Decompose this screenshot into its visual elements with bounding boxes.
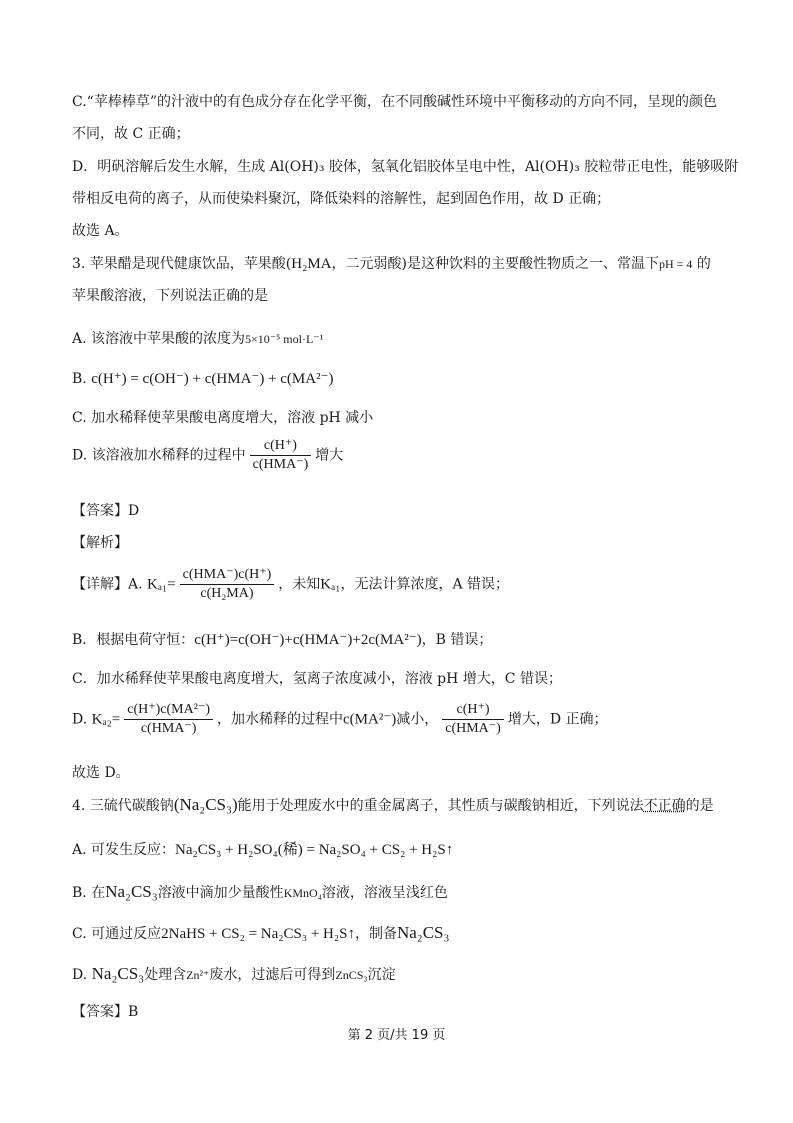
fraction-h-over-hma-2: $\frac{c(H^+)}{\text{c(HMA⁻)}}$ — [442, 701, 504, 738]
analysis-3: 【解析】 — [72, 535, 128, 551]
fraction-h-over-hma: $\frac{c(H^+)}{\text{c(HMA⁻)}}$ — [250, 437, 312, 474]
option-d: D. 该溶液加水稀释的过程中 $\frac{c(H^+)}{\text{c(HMA⁻)}}$ 增大 — [72, 438, 344, 472]
formula-na2cs3: (Na₂CS₃) — [173, 795, 238, 814]
formula-charge: c(H⁺) = c(OH⁻) + c(HMA⁻) + c(MA²⁻) — [91, 371, 334, 387]
option-c: C. 加水稀释使苹果酸电离度增大，溶液 pH 减小 — [72, 410, 374, 426]
question-3-line2: 苹果酸溶液，下列说法正确的是 — [72, 288, 268, 304]
selection-line-2: 故选 D。 — [72, 765, 130, 781]
para-d-line1: D．明矾溶解后发生水解，生成 Al(OH)₃ 胶体，氢氧化铝胶体呈电中性，Al(OH)₃ 胶粒带正电性，能够吸附 — [72, 159, 739, 175]
q4-option-d: D. Na₂CS₃处理含Zn²⁺废水，过滤后可得到ZnCS₃沉淀 — [72, 964, 396, 983]
answer-3: 【答案】D — [72, 503, 140, 519]
formula-reaction-a: Na₂CS₃ + H₂SO₄(稀) = Na₂SO₄ + CS₂ + H₂S↑ — [175, 842, 454, 858]
detail-a: 【详解】A. Kₐ₁= $\frac{\text{c(HMA⁻)c(H⁺)}}{\text{c(H₂MA)}}$ ，未知Kₐ₁，无法计算浓度，A 错误； — [72, 567, 510, 601]
q4-option-c: C. 可通过反应2NaHS + CS₂ = Na₂CS₃ + H₂S↑，制备Na₂CS₃ — [72, 923, 450, 942]
answer-4: 【答案】B — [72, 1004, 139, 1020]
formula-charge-balance: c(H⁺)=c(OH⁻)+c(HMA⁻)+2c(MA²⁻) — [194, 632, 422, 648]
page-footer: 第 2 页/共 19 页 — [347, 1028, 446, 1043]
fraction-ka1: $\frac{\text{c(HMA⁻)c(H⁺)}}{\text{c(H₂MA)}}$ — [180, 566, 275, 603]
option-b: B. c(H⁺) = c(OH⁻) + c(HMA⁻) + c(MA²⁻) — [72, 371, 334, 387]
fraction-ka2: $\frac{\text{c(H⁺)c(MA²⁻)}}{\text{c(HMA⁻)}}$ — [124, 701, 213, 738]
q4-option-b: B. 在Na₂CS₃溶液中滴加少量酸性KMnO₄溶液，溶液呈浅红色 — [72, 882, 448, 901]
q4-option-a: A. 可发生反应：Na₂CS₃ + H₂SO₄(稀) = Na₂SO₄ + CS₂ + H₂S↑ — [72, 842, 454, 858]
para-d-line2: 带相反电荷的离子，从而使染料聚沉，降低染料的溶解性，起到固色作用，故 D 正确； — [72, 191, 611, 207]
detail-b: B．根据电荷守恒：c(H⁺)=c(OH⁻)+c(HMA⁻)+2c(MA²⁻)，B 错误； — [72, 632, 493, 648]
para-c-line2: 不同，故 C 正确； — [72, 126, 190, 142]
formula-ph: pH = 4 — [658, 257, 693, 271]
question-4-line1: 4. 三硫代碳酸钠(Na₂CS₃)能用于处理废水中的重金属离子，其性质与碳酸钠相近，下列说法不正确的是 — [72, 795, 714, 814]
question-3-line1: 3. 苹果醋是现代健康饮品，苹果酸(H₂MA，二元弱酸)是这种饮料的主要酸性物质之一、常温下pH = 4 的 — [72, 256, 711, 272]
detail-d: D. Kₐ₂= $\frac{\text{c(H⁺)c(MA²⁻)}}{\text{c(HMA⁻)}}$ ，加水稀释的过程中c(MA²⁻)减小， $\frac{c(H^+)}{\text{c(HMA⁻)}}$ 增大，D 正确； — [72, 702, 608, 736]
emphasis-not-correct: 不正确 — [643, 798, 686, 814]
selection-line: 故选 A。 — [72, 223, 129, 239]
para-c-line1: C.“苹棒棒草”的汁液中的有色成分存在化学平衡，在不同酸碱性环境中平衡移动的方向不同，呈现的颜色 — [72, 94, 717, 110]
formula-concentration: 5×10⁻⁵ mol·L⁻¹ — [245, 332, 324, 346]
option-a: A. 该溶液中苹果酸的浓度为5×10⁻⁵ mol·L⁻¹ — [72, 331, 324, 347]
detail-c: C．加水稀释使苹果酸电离度增大，氢离子浓度减小，溶液 pH 增大，C 错误； — [72, 671, 562, 687]
formula-reaction-c: 2NaHS + CS₂ = Na₂CS₃ + H₂S↑ — [161, 926, 355, 942]
formula-h2ma: H₂MA — [291, 256, 332, 272]
